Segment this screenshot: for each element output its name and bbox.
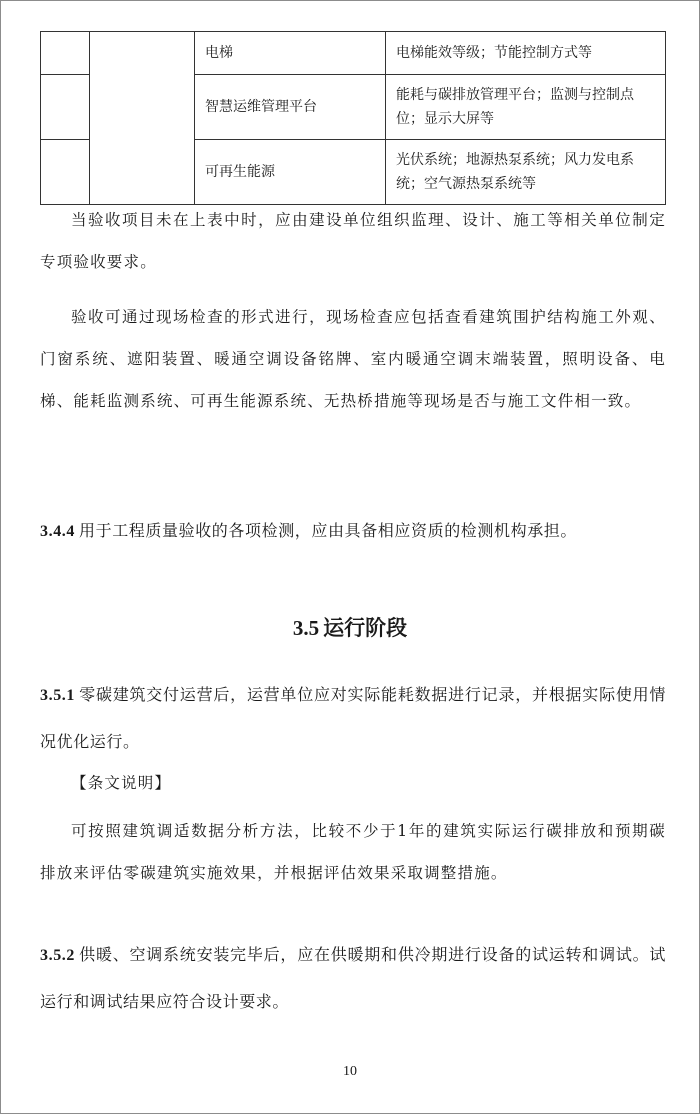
table-row: [41, 32, 666, 75]
clause-text: 用于工程质量验收的各项检测，应由具备相应资质的检测机构承担。: [79, 521, 578, 540]
section-number: 3.5: [292, 616, 320, 640]
acceptance-table: [40, 31, 666, 205]
explanation-label: 【条文说明】: [71, 774, 172, 792]
table-cell-item: 电梯: [195, 32, 386, 75]
clause-3-5-1: [40, 672, 666, 765]
table-cell-empty: [41, 32, 90, 75]
clause-text: 供暖、空调系统安装完毕后，应在供暖期和供冷期进行设备的试运转和调试。试运行和调试结果应符合设计要求。: [40, 945, 666, 1011]
clause-3-4-4: [40, 508, 666, 555]
table-cell-item: 可再生能源: [195, 140, 386, 205]
table-cell-item: 智慧运维管理平台: [195, 75, 386, 140]
table-cell-content: 光伏系统；地源热泵系统；风力发电系统；空气源热泵系统等: [386, 140, 666, 205]
clause-number: 3.5.1: [40, 687, 75, 704]
table-cell-category: [90, 32, 195, 205]
clause-3-5-2: [40, 932, 666, 1025]
clause-text: 零碳建筑交付运营后，运营单位应对实际能耗数据进行记录，并根据实际使用情况优化运行。: [40, 685, 666, 751]
clause-number: 3.4.4: [40, 523, 75, 540]
paragraph-site-inspection: 验收可通过现场检查的形式进行，现场检查应包括查看建筑围护结构施工外观、门窗系统、遮阳装置、暖通空调设备铭牌、室内暖通空调末端装置，照明设备、电梯、能耗监测系统、可再生能源系统、无热桥措施等现场是否与施工文件相一致。: [40, 308, 666, 410]
paragraph-unlisted-items: 当验收项目未在上表中时，应由建设单位组织监理、设计、施工等相关单位制定专项验收要求。: [40, 211, 666, 271]
section-heading: [0, 612, 700, 642]
table-cell-content: 能耗与碳排放管理平台；监测与控制点位；显示大屏等: [386, 75, 666, 140]
explanation-text: 可按照建筑调适数据分析方法，比较不少于1年的建筑实际运行碳排放和预期碳排放来评估零碳建筑实施效果，并根据评估效果采取调整措施。: [40, 822, 666, 882]
table-cell-content: 电梯能效等级；节能控制方式等: [386, 32, 666, 75]
table-cell-empty: [41, 140, 90, 205]
table-cell-empty: [41, 75, 90, 140]
section-title: 运行阶段: [323, 616, 408, 640]
page-number: 10: [343, 1064, 357, 1079]
clause-number: 3.5.2: [40, 947, 75, 964]
